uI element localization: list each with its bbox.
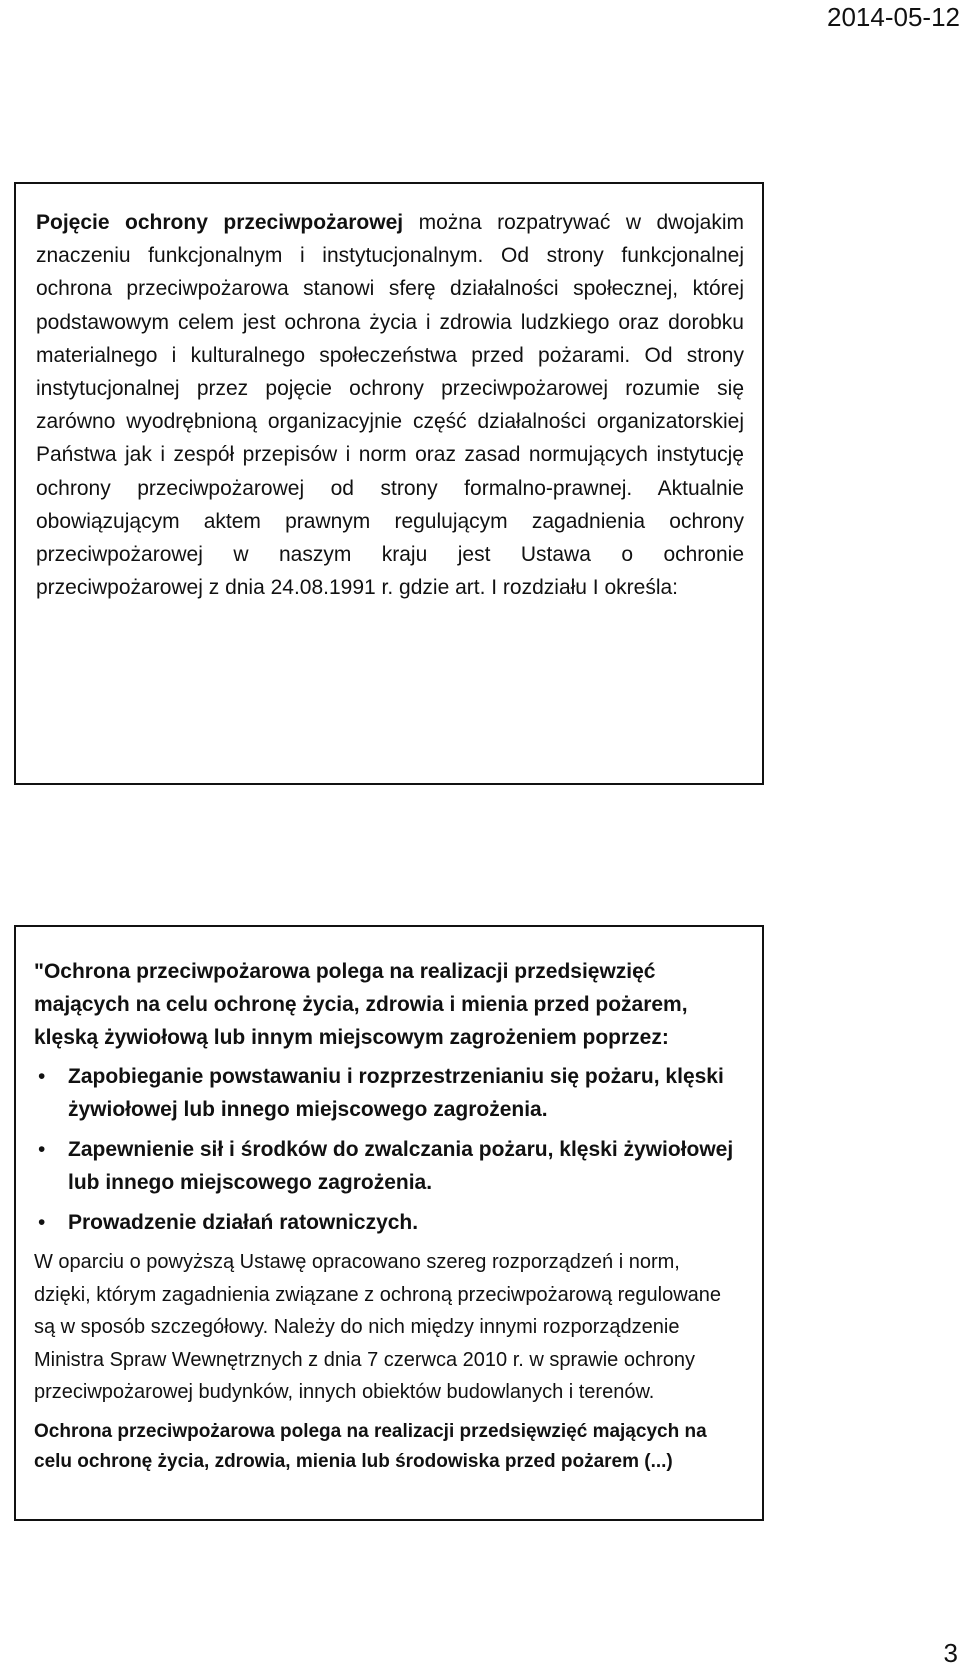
list-item-text: Prowadzenie działań ratowniczych. bbox=[68, 1211, 419, 1234]
list-item bbox=[34, 1133, 742, 1199]
bullet-icon: • bbox=[38, 1138, 46, 1161]
list-item-text: Zapobieganie powstawaniu i rozprzestrzenianiu się pożaru, klęski żywiołowej lub innego miejscowego zagrożenia. bbox=[68, 1065, 724, 1121]
list-item-text: Zapewnienie sił i środków do zwalczania pożaru, klęski żywiołowej lub innego miejscowego zagrożenia. bbox=[68, 1138, 734, 1194]
page-number: 3 bbox=[943, 1638, 958, 1668]
list-item bbox=[34, 1060, 742, 1126]
slide-fire-protection-definition bbox=[14, 182, 764, 785]
closing-statement: Ochrona przeciwpożarowa polega na realizacji przedsięwzięć mających na celu ochronę życia, zdrowia, mienia lub środowiska przed pożarem (...) bbox=[34, 1420, 707, 1472]
quote-intro: "Ochrona przeciwpożarowa polega na realizacji przedsięwzięć mających na celu ochronę życia, zdrowia i mienia przed pożarem, klęską żywiołową lub innym miejscowym zagrożeniem poprzez: bbox=[34, 960, 688, 1049]
bullet-icon: • bbox=[38, 1211, 46, 1234]
definition-lead: Pojęcie ochrony przeciwpożarowej bbox=[36, 211, 404, 234]
definition-paragraph bbox=[36, 206, 744, 604]
definition-body: można rozpatrywać w dwojakim znaczeniu funkcjonalnym i instytucjonalnym. Od strony funkcjonalnej ochrona przeciwpożarowa stanowi sferę działalności społecznej, której podstawowym celem jest ochrona życia i zdrowia ludzkiego oraz dorobku materialnego i kulturalnego społeczeństwa przed pożarami. Od strony instytucjonalnej przez pojęcie ochrony przeciwpożarowej rozumie się zarówno wyodrębnioną organizacyjnie część działalności organizatorskiej Państwa jak i zespół przepisów i norm oraz zasad normujących instytucję ochrony przeciwpożarowej od strony formalno-prawnej. Aktualnie obowiązującym aktem prawnym regulującym zagadnienia ochrony przeciwpożarowej w naszym kraju jest Ustawa o ochronie przeciwpożarowej z dnia 24.08.1991 r. gdzie art. I rozdziału I określa: bbox=[36, 211, 745, 600]
list-item bbox=[34, 1206, 742, 1239]
regulations-paragraph: W oparciu o powyższą Ustawę opracowano szereg rozporządzeń i norm, dzięki, którym zagadnienia związane z ochroną przeciwpożarową regulowane są w sposób szczegółowy. Należy do nich między innymi rozporządzenie Ministra Spraw Wewnętrznych z dnia 7 czerwca 2010 r. w sprawie ochrony przeciwpożarowej budynków, innych obiektów budowlanych i terenów. bbox=[34, 1251, 722, 1403]
measures-list bbox=[34, 1060, 742, 1239]
document-date: 2014-05-12 bbox=[827, 2, 960, 32]
slide-legal-quote bbox=[14, 925, 764, 1521]
bullet-icon: • bbox=[38, 1065, 46, 1088]
